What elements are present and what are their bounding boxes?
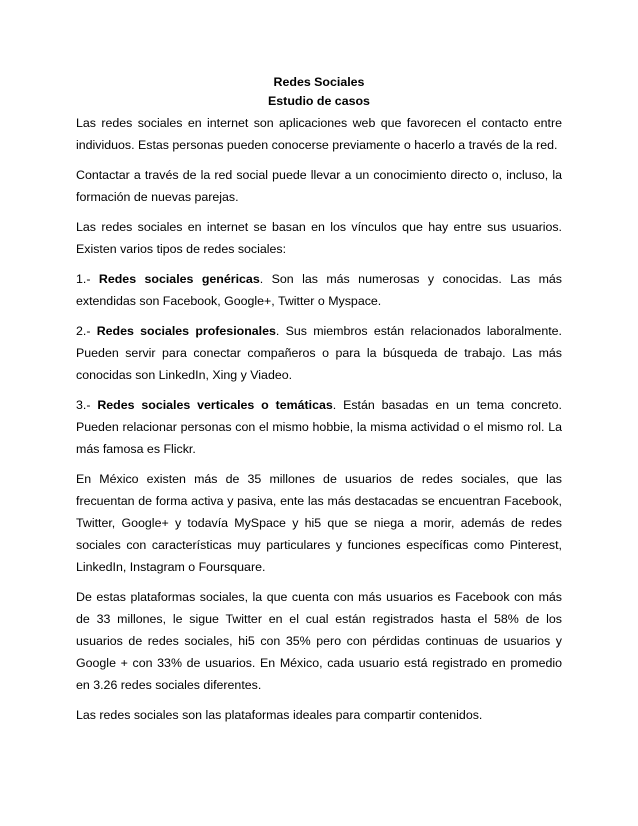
list-heading: Redes sociales verticales o temáticas xyxy=(97,398,333,412)
list-number: 1.- xyxy=(76,272,99,286)
paragraph-intro: Las redes sociales en internet son aplicaciones web que favorecen el contacto entre individuos. Estas personas pueden conocerse previamente o hacerlo a través de la red. xyxy=(76,116,562,152)
document-page xyxy=(76,73,562,734)
paragraph-vertical-networks xyxy=(76,394,562,460)
list-text: . Son las más numerosas y conocidas. Las más extendidas son Facebook, Google+, Twitter o Myspace. xyxy=(76,272,563,308)
paragraph-mexico-users: En México existen más de 35 millones de usuarios de redes sociales, que las frecuentan de forma activa y pasiva, ente las más destacadas se encuentran Facebook, Twitter, Google+ y todavía MySpace y hi5 que se niega a morir, además de redes sociales con características muy particulares y funciones específicas como Pinterest, LinkedIn, Instagram o Foursquare. xyxy=(76,472,562,574)
paragraph-contact: Contactar a través de la red social puede llevar a un conocimiento directo o, incluso, la formación de nuevas parejas. xyxy=(76,168,562,204)
paragraph-platform-stats: De estas plataformas sociales, la que cuenta con más usuarios es Facebook con más de 33 millones, le sigue Twitter en el cual están registrados hasta el 58% de los usuarios de redes sociales, hi5 con 35% pero con pérdidas continuas de usuarios y Google + con 33% de usuarios. En México, cada usuario está registrado en promedio en 3.26 redes sociales diferentes. xyxy=(76,590,562,692)
list-text: . Sus miembros están relacionados laboralmente. Pueden servir para conectar compañeros o para la búsqueda de trabajo. Las más conocidas son LinkedIn, Xing y Viadeo. xyxy=(76,324,562,382)
paragraph-types-intro: Las redes sociales en internet se basan en los vínculos que hay entre sus usuarios. Existen varios tipos de redes sociales: xyxy=(76,220,562,256)
document-title: Redes Sociales xyxy=(273,75,365,89)
list-number: 2.- xyxy=(76,324,97,338)
paragraph-conclusion: Las redes sociales son las plataformas ideales para compartir contenidos. xyxy=(76,708,483,722)
paragraph-professional-networks xyxy=(76,320,562,386)
list-number: 3.- xyxy=(76,398,98,412)
list-heading: Redes sociales profesionales xyxy=(96,324,276,338)
document-subtitle: Estudio de casos xyxy=(268,94,370,108)
list-text: . Están basadas en un tema concreto. Pueden relacionar personas con el mismo hobbie, la misma actividad o el mismo rol. La más famosa es Flickr. xyxy=(76,398,562,456)
paragraph-generic-networks xyxy=(76,268,562,312)
list-heading: Redes sociales genéricas xyxy=(98,272,260,286)
